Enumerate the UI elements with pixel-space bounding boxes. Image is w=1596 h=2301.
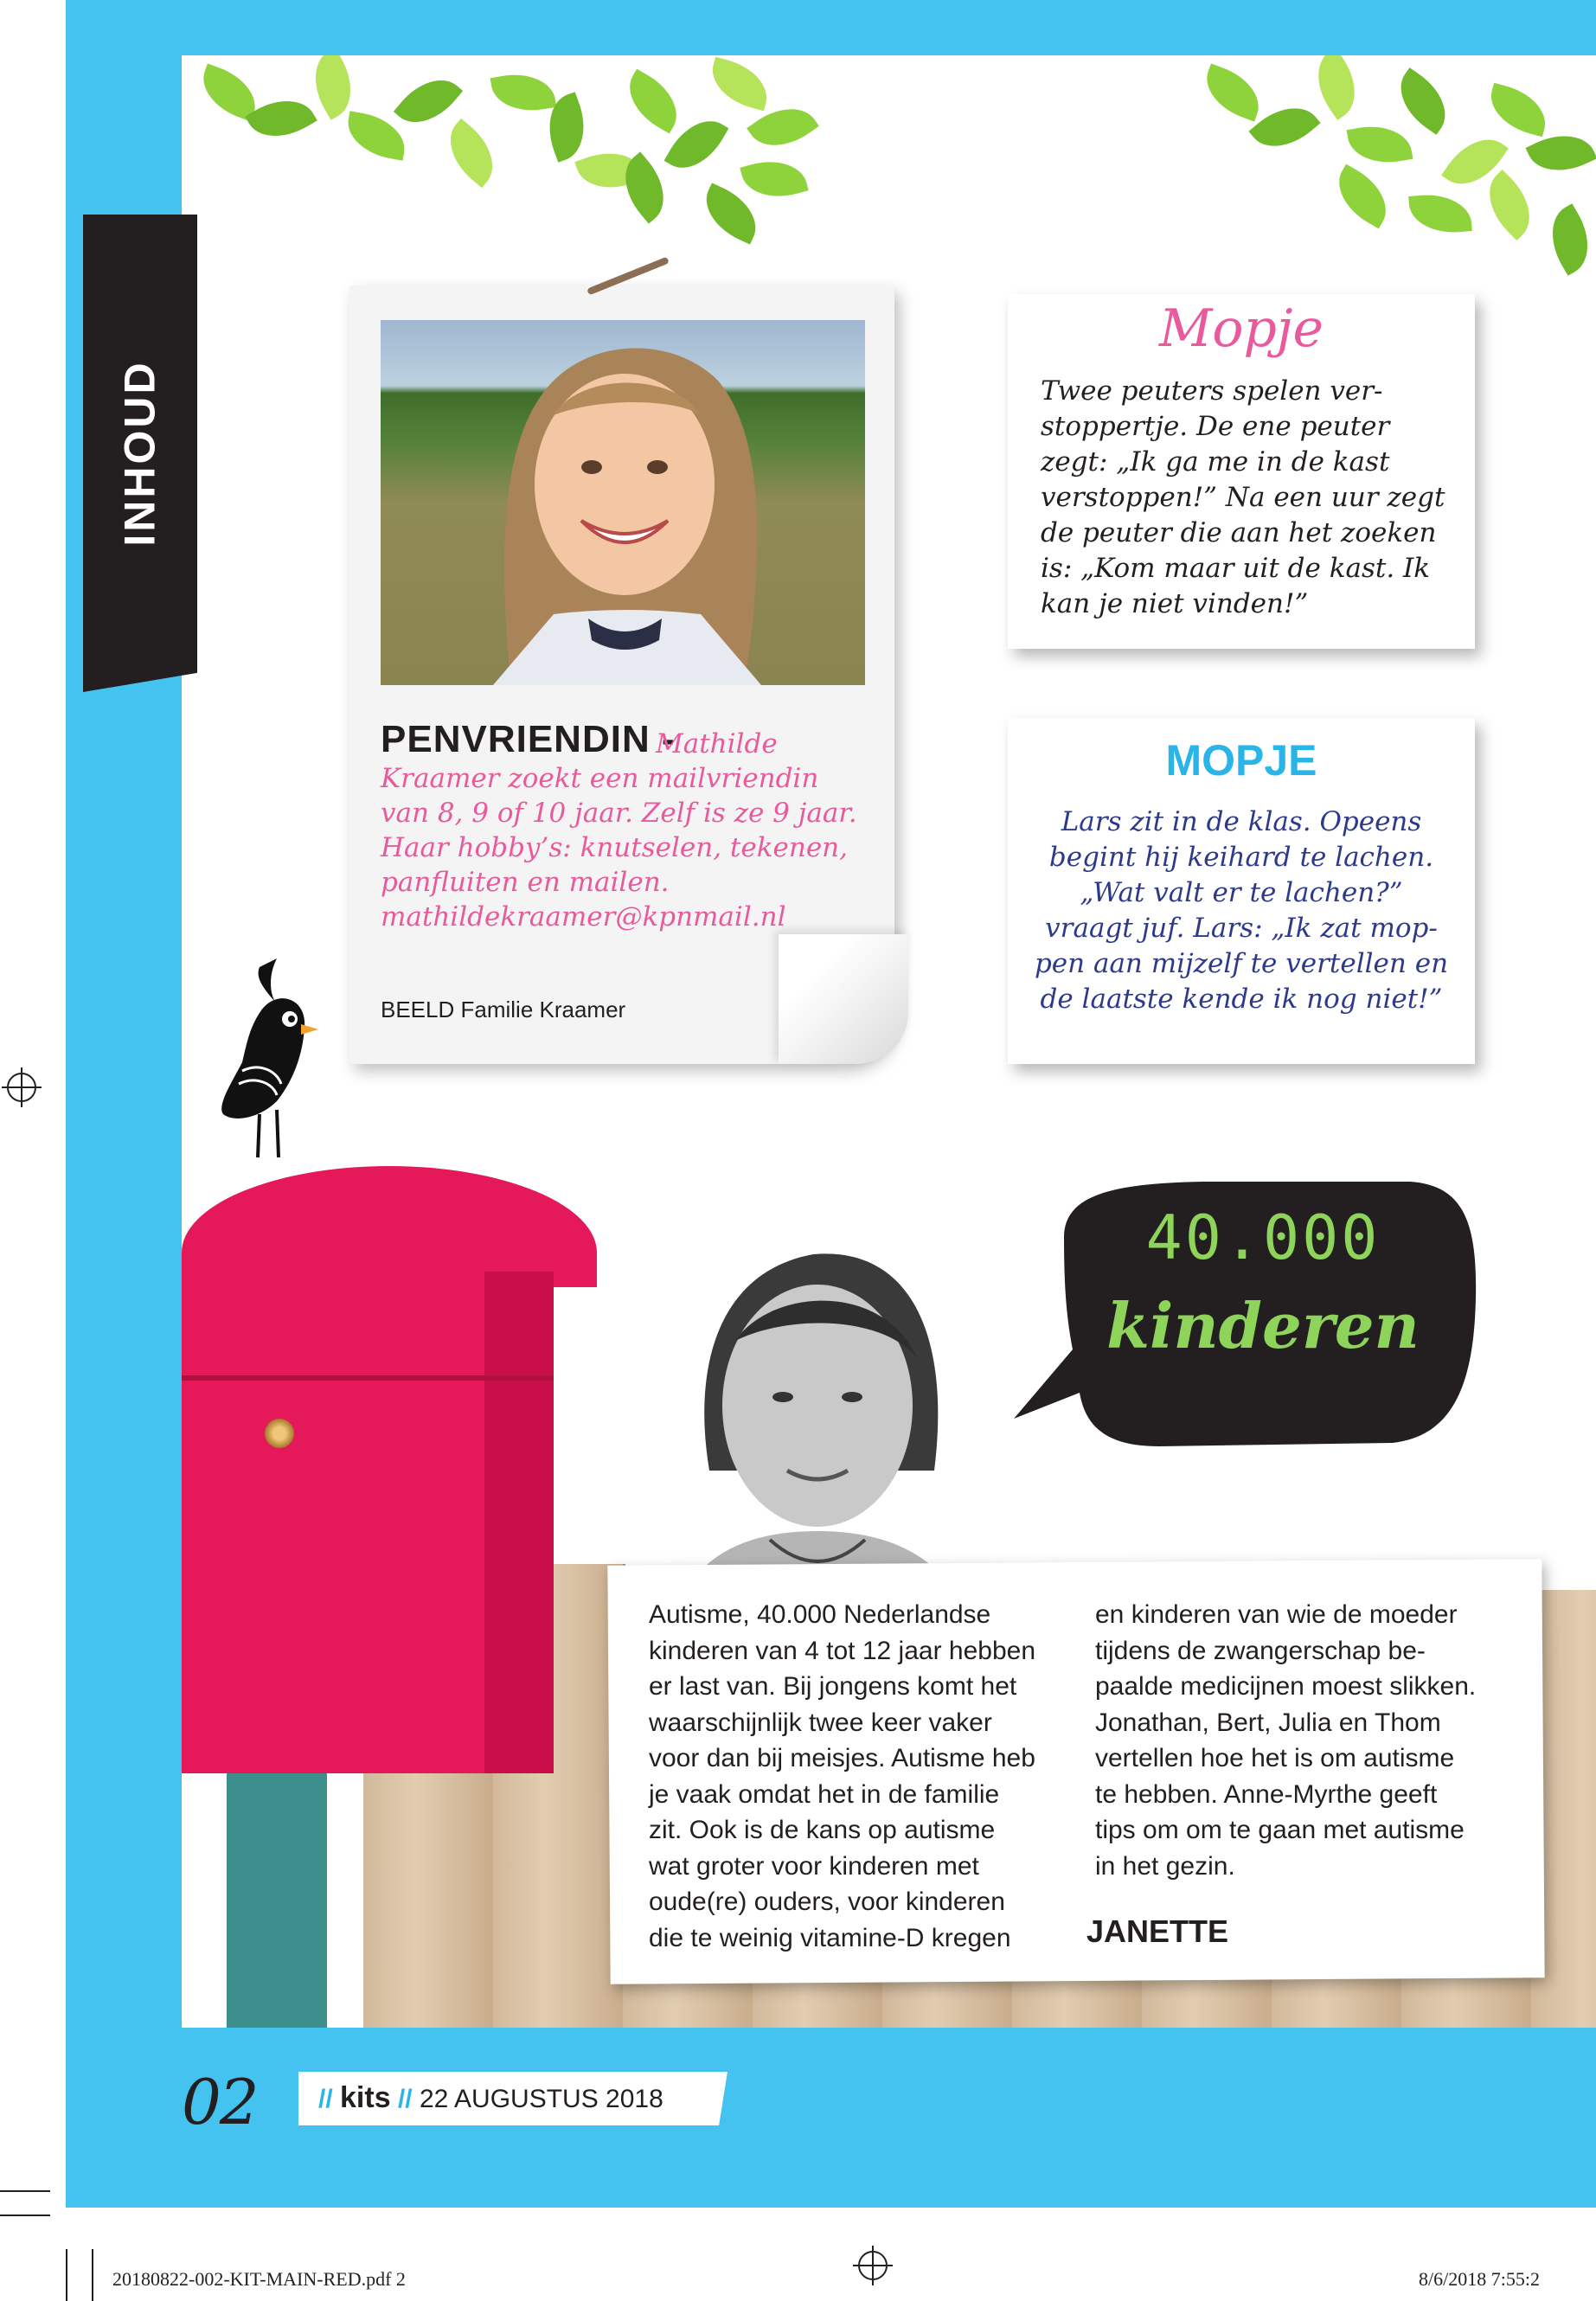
joke-1-title: Mopje: [1158, 298, 1324, 359]
section-tab-label: INHOUD: [116, 360, 164, 547]
article-column-2: en kinderen van wie de moeder tijdens de zwangerschap be- paalde medicijnen moest slikken. Jonathan, Bert, Julia en Thom vertellen hoe het is om autisme te hebben. Anne-Myrthe geeft tips om om te gaan met autisme in het gezin.: [1095, 1600, 1477, 1881]
article-column-1: Autisme, 40.000 Nederlandse kinderen van 4 tot 12 jaar hebben er last van. Bij jongens komt het waarschijnlijk twee keer vaker voor dan bij meisjes. Autisme heb je vaak omdat het in de familie zit. Ook is de kans op autisme wat groter voor kinderen met oude(re) ouders, voor kinderen die te weinig vitamine-D kregen: [649, 1600, 1035, 1952]
joke-2-text: Lars zit in de klas. Opeens begint hij keihard te lachen. „Wat valt er te lachen?” vraagt juf. Lars: „Ik zat mop- pen aan mijzelf te vertellen en de laatste kende ik nog niet!”: [1034, 806, 1449, 1015]
print-slug-filename: 20180822-002-KIT-MAIN-RED.pdf 2: [112, 2268, 406, 2290]
author-portrait: [640, 1211, 1003, 1618]
crop-mark: [92, 2249, 93, 2301]
bubble-word: kinderen: [1106, 1289, 1420, 1362]
penpal-title: PENVRIENDIN -: [381, 718, 676, 760]
photo-credit: BEELD Familie Kraamer: [381, 997, 626, 1022]
print-slug-timestamp: 8/6/2018 7:55:2: [1419, 2268, 1540, 2290]
brand-name: kits: [340, 2081, 391, 2114]
mailbox-slot: [182, 1375, 554, 1381]
registration-mark-icon: [858, 2251, 888, 2280]
article-author: JANETTE: [1086, 1913, 1229, 1949]
lock-icon: [265, 1419, 294, 1448]
page-number: 02: [182, 2066, 258, 2138]
mailbox-post: [227, 1773, 327, 2028]
penpal-email[interactable]: mathildekraamer@kpnmail.nl: [381, 901, 786, 933]
footer-text: // kits // 22 AUGUSTUS 2018: [318, 2081, 663, 2114]
joke-1-text: Twee peuters spelen ver- stoppertje. De ene peuter zegt: „Ik ga me in de kast verstoppen!” Na een uur zegt de peuter die aan het zoeken is: „Kom maar uit de kast. Ik kan je niet vinden!”: [1041, 375, 1445, 619]
penpal-text: Mathilde Kraamer zoekt een mailvriendin van 8, 9 of 10 jaar. Zelf is ze 9 jaar. Haar hobby’s: knutselen, tekenen, panfluiten en mailen. mathildekraamer@kpnmail.nl: [381, 728, 857, 933]
page-curl: [779, 934, 908, 1064]
bird-icon: [208, 950, 320, 1175]
registration-mark-icon: [7, 1073, 36, 1102]
joke-2-title: MOPJE: [1165, 736, 1317, 785]
penpal-photo: [381, 320, 865, 685]
crop-mark: [66, 2249, 67, 2301]
crop-mark: [0, 2214, 50, 2216]
issue-date: 22 AUGUSTUS 2018: [419, 2085, 663, 2113]
mailbox-side: [484, 1272, 554, 1773]
bubble-number: 40.000: [1145, 1202, 1381, 1273]
crop-mark: [0, 2190, 50, 2192]
